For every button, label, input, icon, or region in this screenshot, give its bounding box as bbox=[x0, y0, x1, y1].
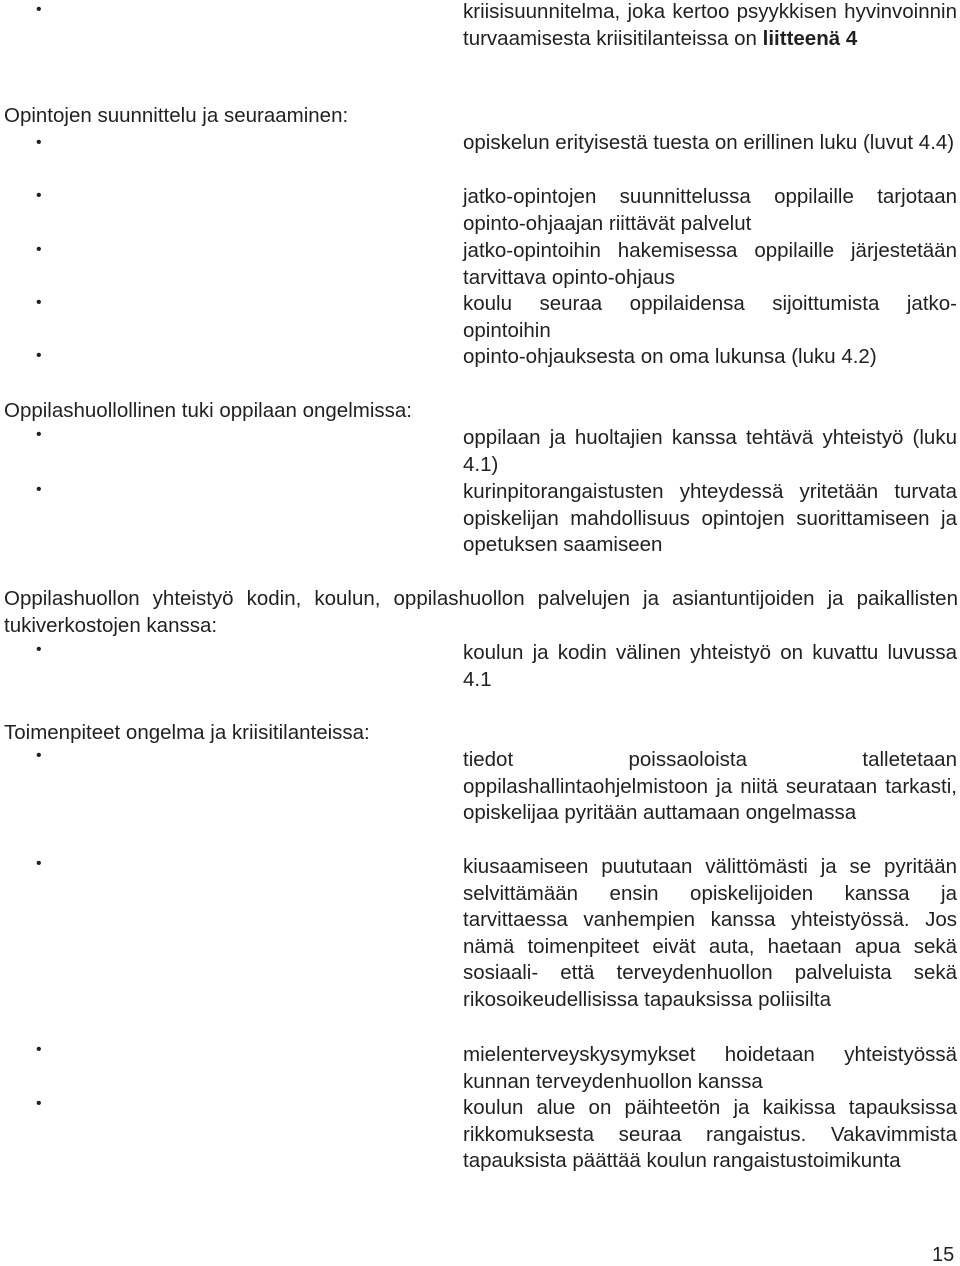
list-item: kurinpitorangaistusten yhteydessä yritetään turvata opiskelijan mahdollisuus opintojen suorittamiseen ja opetuksen saamiseen bbox=[463, 480, 957, 557]
bullet: • bbox=[36, 426, 42, 443]
bullet: • bbox=[36, 1, 42, 18]
appendix-reference: liitteenä 4 bbox=[762, 26, 858, 50]
bullet: • bbox=[36, 855, 42, 872]
bullet: • bbox=[36, 134, 42, 151]
list-item-text: kriisisuunnitelma, joka kertoo psyykkisen hyvinvoinnin turvaamisesta kriisitilanteissa on bbox=[463, 0, 957, 50]
page-number: 15 bbox=[932, 1244, 955, 1266]
section-heading-study-planning: Opintojen suunnittelu ja seuraaminen: bbox=[4, 104, 349, 127]
list-item: opinto-ohjauksesta on oma lukunsa (luku 4.2) bbox=[463, 345, 877, 368]
bullet: • bbox=[36, 641, 42, 658]
section-heading-pupil-welfare-support: Oppilashuollollinen tuki oppilaan ongelmissa: bbox=[4, 399, 412, 422]
bullet: • bbox=[36, 747, 42, 764]
list-item: jatko-opintoihin hakemisessa oppilaille järjestetään tarvittava opinto-ohjaus bbox=[463, 239, 957, 289]
list-item: opiskelun erityisestä tuesta on erillinen luku (luvut 4.4) bbox=[463, 131, 955, 154]
list-item-intro bbox=[463, 0, 957, 52]
bullet: • bbox=[36, 294, 42, 311]
list-item: koulu seuraa oppilaidensa sijoittumista jatko-opintoihin bbox=[463, 292, 957, 342]
list-item: oppilaan ja huoltajien kanssa tehtävä yhteistyö (luku 4.1) bbox=[463, 426, 957, 476]
list-item: tiedot poissaoloista talletetaan oppilashallintaohjelmistoon ja niitä seurataan tarkasti, opiskelijaa pyritään auttamaan ongelmassa bbox=[463, 748, 957, 825]
section-heading-crisis-measures: Toimenpiteet ongelma ja kriisitilanteissa: bbox=[4, 721, 370, 744]
bullet: • bbox=[36, 1095, 42, 1112]
bullet: • bbox=[36, 347, 42, 364]
bullet: • bbox=[36, 1041, 42, 1058]
list-item: koulun ja kodin välinen yhteistyö on kuvattu luvussa 4.1 bbox=[463, 641, 957, 691]
list-item: kiusaamiseen puututaan välittömästi ja se pyritään selvittämään ensin opiskelijoiden kanssa ja tarvittaessa vanhempien kanssa yhteistyössä. Jos nämä toimenpiteet eivät auta, haetaan apua sekä sosiaali- että terveydenhuollon palveluista sekä rikosoikeudellisissa tapauksissa poliisilta bbox=[463, 855, 957, 1011]
list-item: mielenterveyskysymykset hoidetaan yhteistyössä kunnan terveydenhuollon kanssa bbox=[463, 1043, 957, 1093]
bullet: • bbox=[36, 241, 42, 258]
section-heading-cooperation: Oppilashuollon yhteistyö kodin, koulun, oppilashuollon palvelujen ja asiantuntijoiden ja paikallisten tukiverkostojen kanssa: bbox=[4, 587, 958, 637]
bullet: • bbox=[36, 481, 42, 498]
bullet: • bbox=[36, 187, 42, 204]
list-item: jatko-opintojen suunnittelussa oppilaille tarjotaan opinto-ohjaajan riittävät palvelut bbox=[463, 185, 957, 235]
list-item: koulun alue on päihteetön ja kaikissa tapauksissa rikkomuksesta seuraa rangaistus. Vakavimmista tapauksista päättää koulun rangaistustoimikunta bbox=[463, 1096, 957, 1173]
